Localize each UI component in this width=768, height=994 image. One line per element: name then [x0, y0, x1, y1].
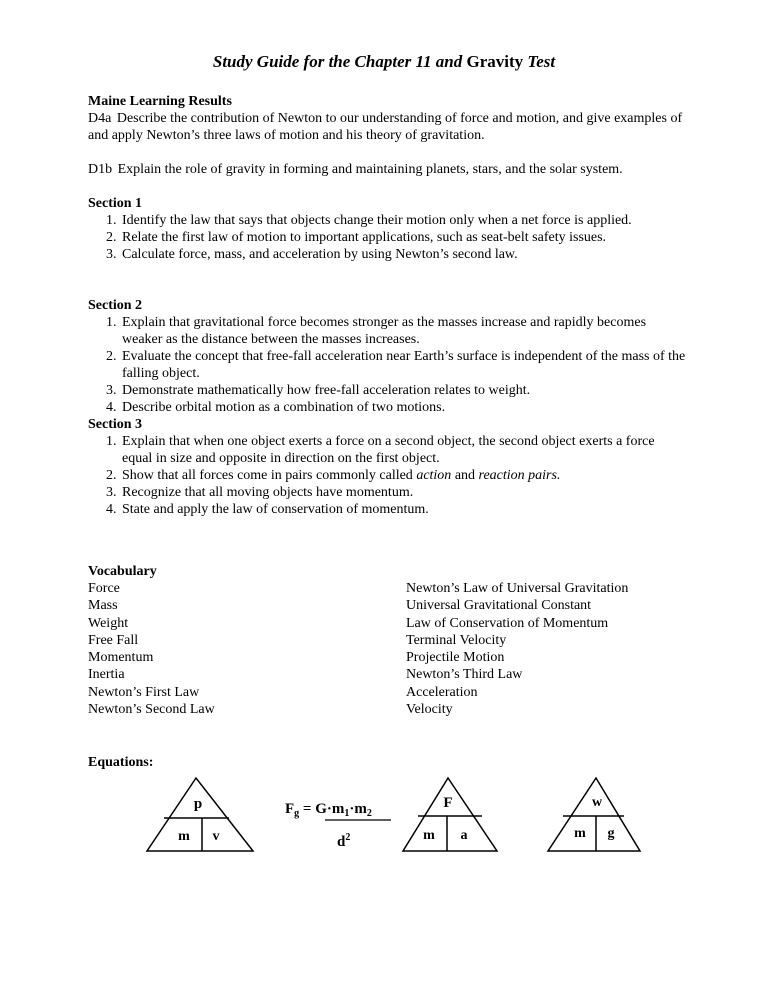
- vocab-term: Newton’s First Law: [88, 684, 200, 700]
- list-item-text: and: [451, 468, 479, 483]
- gravity-d: d: [337, 834, 346, 850]
- list-item-text: State and apply the law of conservation of momentum.: [122, 502, 429, 517]
- list-item-text: Describe orbital motion as a combination of two motions.: [122, 400, 446, 415]
- weight-triangle: [548, 778, 640, 851]
- d1b-text: Explain the role of gravity in forming and maintaining planets, stars, and the solar system.: [117, 162, 623, 177]
- list-item: 3. Demonstrate mathematically how free-fall acceleration relates to weight.: [106, 383, 531, 398]
- list-item-text: Demonstrate mathematically how free-fall acceleration relates to weight.: [122, 383, 531, 398]
- list-item-text: Evaluate the concept that free-fall acceleration near Earth’s surface is independent of the mass of the falling object.: [122, 349, 686, 381]
- d1b-code: D1b: [88, 162, 113, 177]
- d4a-text: Describe the contribution of Newton to our understanding of force and motion, and give examples of and apply Newton’s three laws of motion and his theory of gravitation.: [88, 111, 683, 143]
- force-a-label: a: [460, 828, 468, 843]
- vocab-term: Force: [88, 581, 120, 596]
- momentum-triangle: [147, 778, 253, 851]
- mlr-heading: Maine Learning Results: [88, 94, 232, 109]
- force-triangle: [403, 778, 497, 851]
- gravity-dot: ·m: [349, 801, 367, 817]
- vocab-term: Inertia: [88, 667, 125, 683]
- vocab-term: Projectile Motion: [406, 650, 505, 666]
- d4a-code: D4a: [88, 111, 112, 126]
- gravity-m1-sub: 1: [344, 808, 350, 819]
- list-item: 4. State and apply the law of conservation of momentum.: [106, 502, 429, 517]
- list-item: 3. Recognize that all moving objects have momentum.: [106, 485, 414, 500]
- list-item: 2. Relate the first law of motion to important applications, such as seat-belt safety issues.: [106, 230, 607, 245]
- vocab-term: Mass: [88, 598, 118, 614]
- list-item-text: Explain that when one object exerts a force on a second object, the second object exerts a force equal in size and opposite in direction on the first object.: [122, 434, 655, 466]
- momentum-m-label: m: [178, 829, 190, 844]
- vocab-term: Acceleration: [406, 684, 478, 700]
- title-text-2: Gravity: [466, 52, 524, 71]
- section3-heading: Section 3: [88, 417, 143, 432]
- equations-heading-text: Equations:: [88, 755, 154, 770]
- action-term: action: [416, 468, 452, 483]
- force-m-label: m: [423, 828, 435, 843]
- reaction-pairs-term: reaction pairs.: [478, 468, 561, 483]
- list-item: 3. Calculate force, mass, and acceleration by using Newton’s second law.: [106, 247, 518, 262]
- vocab-term: Momentum: [88, 650, 154, 666]
- vocab-term: Law of Conservation of Momentum: [406, 615, 609, 631]
- gravity-d-sup: 2: [345, 832, 351, 843]
- list-item: 1. Identify the law that says that objects change their motion only when a net force is applied.: [106, 213, 632, 228]
- list-item-text: Show that all forces come in pairs commonly called: [122, 468, 417, 483]
- vocab-term: Newton’s Second Law: [88, 702, 215, 718]
- list-item-text: Explain that gravitational force becomes stronger as the masses increase and rapidly becomes weaker as the distance between the masses increases.: [122, 315, 647, 347]
- force-f-label: F: [443, 795, 453, 811]
- gravity-denominator: [337, 832, 350, 850]
- list-item: 1. Explain that gravitational force becomes stronger as the masses increase and rapidly becomes weaker as the distance between the masses increases.: [106, 315, 647, 347]
- momentum-v-label: v: [212, 829, 220, 844]
- vocab-term: Newton’s Law of Universal Gravitation: [406, 581, 629, 596]
- weight-m-label: m: [574, 826, 586, 841]
- list-item-text: Calculate force, mass, and acceleration by using Newton’s second law.: [122, 247, 518, 262]
- list-item: 2. Show that all forces come in pairs commonly called action and reaction pairs.: [106, 468, 561, 483]
- title-text-3: Test: [523, 52, 556, 71]
- vocab-term: Velocity: [406, 702, 453, 718]
- weight-w-label: w: [591, 795, 603, 810]
- vocab-term: Weight: [88, 615, 129, 631]
- list-item-text: Relate the first law of motion to important applications, such as seat-belt safety issues.: [122, 230, 607, 245]
- list-item: 1. Explain that when one object exerts a force on a second object, the second object exerts a force equal in size and opposite in direction on the first object.: [106, 434, 655, 466]
- list-item-text: Identify the law that says that objects change their motion only when a net force is applied.: [122, 213, 632, 228]
- list-item-text: Recognize that all moving objects have momentum.: [122, 485, 414, 500]
- gravity-numerator: [285, 801, 372, 819]
- title-text-1: Study Guide for the Chapter 11 and: [212, 52, 467, 71]
- vocabulary-heading-text: Vocabulary: [88, 564, 157, 579]
- vocab-term: Terminal Velocity: [406, 632, 507, 648]
- section2-heading: Section 2: [88, 298, 143, 313]
- weight-g-label: g: [607, 826, 615, 841]
- gravity-eq: = G·m: [299, 801, 345, 817]
- gravity-lhs: F: [285, 801, 295, 817]
- vocab-term: Free Fall: [88, 632, 139, 648]
- gravity-m2-sub: 2: [366, 808, 372, 819]
- list-item: 4. Describe orbital motion as a combination of two motions.: [106, 400, 446, 415]
- vocab-term: Newton’s Third Law: [406, 667, 523, 683]
- section1-heading: Section 1: [88, 196, 143, 211]
- vocab-term: Universal Gravitational Constant: [406, 598, 592, 614]
- momentum-p-label: p: [193, 796, 203, 812]
- list-item: 2. Evaluate the concept that free-fall acceleration near Earth’s surface is independent of the mass of the falling object.: [106, 349, 686, 381]
- gravity-lhs-sub: g: [294, 808, 300, 819]
